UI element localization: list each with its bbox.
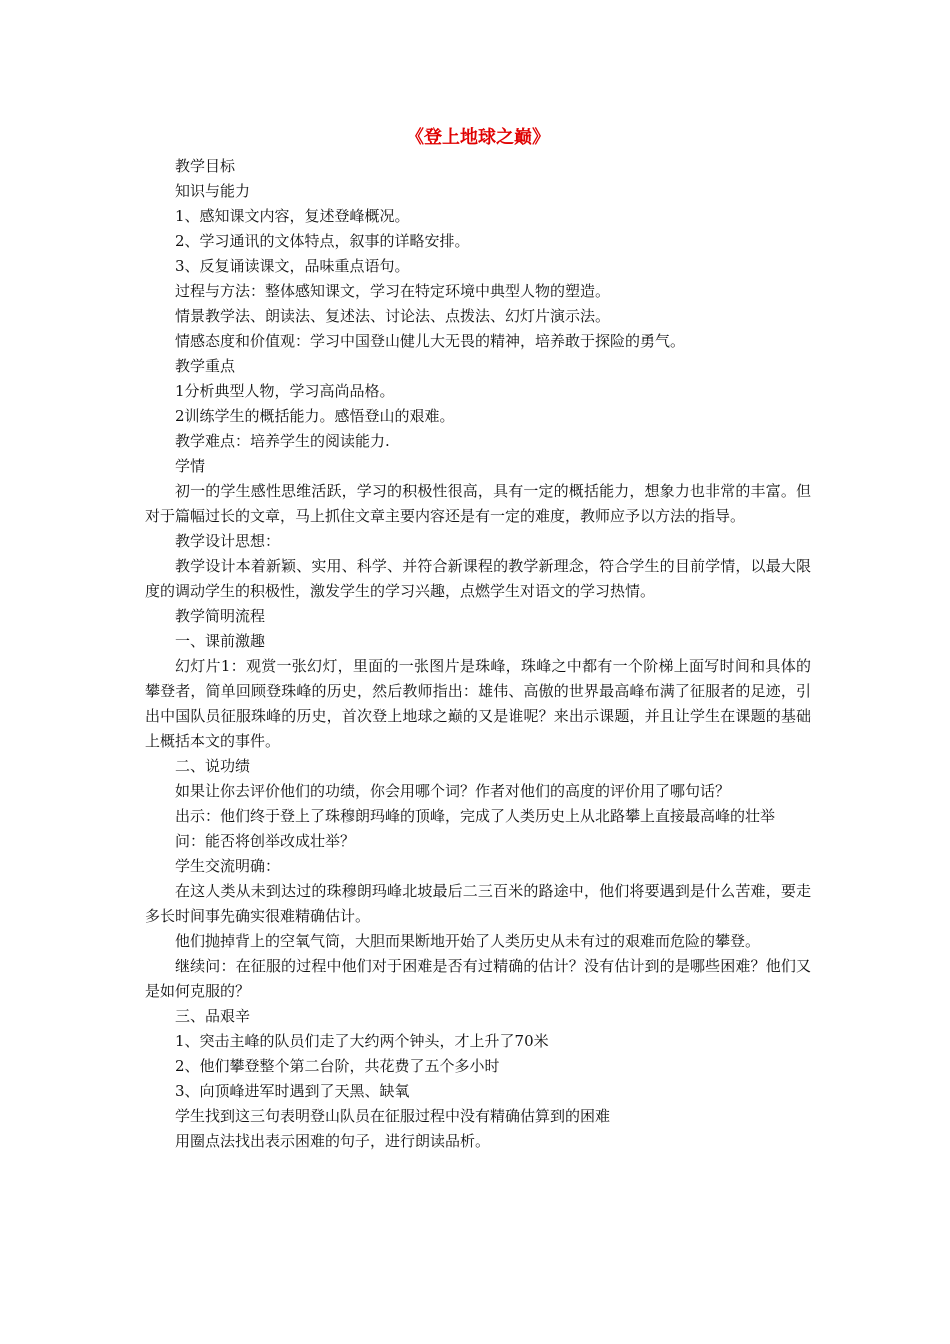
- document-title: 《登上地球之巅》: [406, 127, 550, 148]
- paragraph: 二、说功绩: [175, 757, 251, 775]
- paragraph: 2训练学生的概括能力。感悟登山的艰难。: [175, 407, 455, 425]
- paragraph: 2、学习通讯的文体特点，叙事的详略安排。: [175, 232, 470, 250]
- paragraph: 学生找到这三句表明登山队员在征服过程中没有精确估算到的困难: [175, 1107, 611, 1125]
- paragraph: 3、向顶峰进军时遇到了天黑、缺氧: [175, 1082, 410, 1100]
- paragraph: 2、他们攀登整个第二台阶，共花费了五个多小时: [175, 1057, 500, 1075]
- paragraph: 幻灯片1：观赏一张幻灯，里面的一张图片是珠峰，珠峰之中都有一个阶梯上面写时间和具体的攀登者，简单回顾登珠峰的历史，然后教师指出：雄伟、高傲的世界最高峰布满了征服者的足迹，引出中国队员征服珠峰的历史，首次登上地球之巅的又是谁呢？来出示课题，并且让学生在课题的基础上概括本文的事件。: [145, 657, 811, 750]
- paragraph: 1、突击主峰的队员们走了大约两个钟头，才上升了70米: [175, 1032, 549, 1050]
- paragraph: 在这人类从未到达过的珠穆朗玛峰北坡最后二三百米的路途中，他们将要遇到是什么苦难，要走多长时间事先确实很难精确估计。: [145, 882, 811, 925]
- paragraph: 过程与方法：整体感知课文，学习在特定环境中典型人物的塑造。: [175, 282, 611, 300]
- paragraph: 教学设计思想：: [175, 532, 281, 550]
- paragraph: 教学重点: [175, 357, 236, 375]
- paragraph: 情景教学法、朗读法、复述法、讨论法、点拨法、幻灯片演示法。: [175, 307, 611, 325]
- paragraph: 3、反复诵读课文，品味重点语句。: [175, 257, 410, 275]
- paragraph: 1分析典型人物，学习高尚品格。: [175, 382, 395, 400]
- paragraph: 知识与能力: [175, 182, 251, 200]
- paragraph: 出示：他们终于登上了珠穆朗玛峰的顶峰，完成了人类历史上从北路攀上直接最高峰的壮举: [175, 807, 776, 825]
- paragraph: 学情: [175, 457, 206, 475]
- paragraph: 他们抛掉背上的空氧气筒，大胆而果断地开始了人类历史从未有过的艰难而危险的攀登。: [175, 932, 761, 950]
- paragraph: 如果让你去评价他们的功绩，你会用哪个词？作者对他们的高度的评价用了哪句话？: [175, 782, 731, 800]
- paragraph: 用圈点法找出表示困难的句子，进行朗读品析。: [175, 1132, 491, 1150]
- paragraph: 1、感知课文内容，复述登峰概况。: [175, 207, 410, 225]
- paragraph: 教学简明流程: [175, 607, 266, 625]
- paragraph: 问：能否将创举改成壮举？: [175, 832, 356, 850]
- paragraph: 教学难点：培养学生的阅读能力.: [175, 432, 390, 450]
- paragraph: 学生交流明确：: [175, 857, 281, 875]
- paragraph: 教学目标: [175, 157, 236, 175]
- paragraph: 三、品艰辛: [175, 1007, 251, 1025]
- paragraph: 情感态度和价值观：学习中国登山健儿大无畏的精神，培养敢于探险的勇气。: [175, 332, 686, 350]
- paragraph: 教学设计本着新颖、实用、科学、并符合新课程的教学新理念，符合学生的目前学情，以最大限度的调动学生的积极性，激发学生的学习兴趣，点燃学生对语文的学习热情。: [145, 557, 811, 600]
- paragraph: 初一的学生感性思维活跃，学习的积极性很高，具有一定的概括能力，想象力也非常的丰富。但对于篇幅过长的文章，马上抓住文章主要内容还是有一定的难度，教师应予以方法的指导。: [145, 482, 811, 525]
- document-page: [145, 124, 811, 1154]
- paragraph: 继续问：在征服的过程中他们对于困难是否有过精确的估计？没有估计到的是哪些困难？他们又是如何克服的？: [145, 957, 811, 1000]
- paragraph: 一、课前激趣: [175, 632, 266, 650]
